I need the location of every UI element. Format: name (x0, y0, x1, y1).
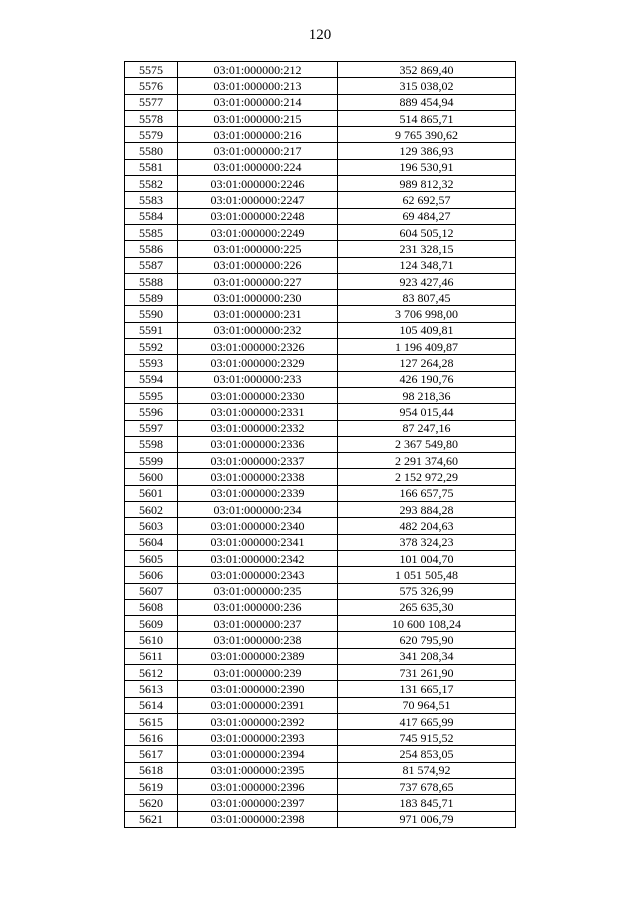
table-row (125, 762, 516, 778)
row-number-cell: 5602 (125, 502, 178, 518)
row-number-cell: 5590 (125, 306, 178, 322)
cadastral-number-cell: 03:01:000000:2247 (178, 192, 338, 208)
cadastral-number-cell: 03:01:000000:2393 (178, 730, 338, 746)
value-cell: 183 845,71 (338, 795, 516, 811)
row-number-cell: 5588 (125, 273, 178, 289)
row-number-cell: 5611 (125, 648, 178, 664)
cadastral-number-cell: 03:01:000000:2248 (178, 208, 338, 224)
value-cell: 131 665,17 (338, 681, 516, 697)
table-row (125, 127, 516, 143)
value-cell: 954 015,44 (338, 404, 516, 420)
row-number-cell: 5586 (125, 241, 178, 257)
table-row (125, 795, 516, 811)
value-cell: 341 208,34 (338, 648, 516, 664)
table-row (125, 143, 516, 159)
value-cell: 923 427,46 (338, 273, 516, 289)
row-number-cell: 5594 (125, 371, 178, 387)
value-cell: 731 261,90 (338, 664, 516, 680)
value-cell: 10 600 108,24 (338, 616, 516, 632)
cadastral-number-cell: 03:01:000000:227 (178, 273, 338, 289)
value-cell: 124 348,71 (338, 257, 516, 273)
row-number-cell: 5577 (125, 94, 178, 110)
row-number-cell: 5581 (125, 159, 178, 175)
row-number-cell: 5582 (125, 176, 178, 192)
value-cell: 604 505,12 (338, 224, 516, 240)
row-number-cell: 5616 (125, 730, 178, 746)
table-row (125, 420, 516, 436)
cadastral-number-cell: 03:01:000000:2337 (178, 453, 338, 469)
cadastral-number-cell: 03:01:000000:215 (178, 110, 338, 126)
value-cell: 737 678,65 (338, 779, 516, 795)
row-number-cell: 5606 (125, 567, 178, 583)
cadastral-number-cell: 03:01:000000:2330 (178, 387, 338, 403)
cadastral-number-cell: 03:01:000000:234 (178, 502, 338, 518)
row-number-cell: 5580 (125, 143, 178, 159)
row-number-cell: 5612 (125, 664, 178, 680)
value-cell: 482 204,63 (338, 518, 516, 534)
table-row (125, 599, 516, 615)
table-row (125, 453, 516, 469)
value-cell: 514 865,71 (338, 110, 516, 126)
value-cell: 745 915,52 (338, 730, 516, 746)
table-row (125, 224, 516, 240)
value-cell: 1 051 505,48 (338, 567, 516, 583)
table-row (125, 746, 516, 762)
table-row (125, 387, 516, 403)
cadastral-number-cell: 03:01:000000:2397 (178, 795, 338, 811)
row-number-cell: 5600 (125, 469, 178, 485)
value-cell: 575 326,99 (338, 583, 516, 599)
cadastral-number-cell: 03:01:000000:233 (178, 371, 338, 387)
row-number-cell: 5587 (125, 257, 178, 273)
table-row (125, 322, 516, 338)
table-row (125, 811, 516, 827)
cadastral-number-cell: 03:01:000000:2391 (178, 697, 338, 713)
row-number-cell: 5603 (125, 518, 178, 534)
table-row (125, 583, 516, 599)
cadastral-number-cell: 03:01:000000:2339 (178, 485, 338, 501)
row-number-cell: 5578 (125, 110, 178, 126)
cadastral-number-cell: 03:01:000000:2329 (178, 355, 338, 371)
row-number-cell: 5599 (125, 453, 178, 469)
table-row (125, 257, 516, 273)
value-cell: 2 152 972,29 (338, 469, 516, 485)
table-row (125, 192, 516, 208)
row-number-cell: 5576 (125, 78, 178, 94)
table-row (125, 110, 516, 126)
cadastral-number-cell: 03:01:000000:239 (178, 664, 338, 680)
table-row (125, 616, 516, 632)
table-row (125, 518, 516, 534)
value-cell: 889 454,94 (338, 94, 516, 110)
row-number-cell: 5605 (125, 550, 178, 566)
value-cell: 98 218,36 (338, 387, 516, 403)
row-number-cell: 5591 (125, 322, 178, 338)
cadastral-number-cell: 03:01:000000:2326 (178, 339, 338, 355)
cadastral-number-cell: 03:01:000000:236 (178, 599, 338, 615)
cadastral-number-cell: 03:01:000000:217 (178, 143, 338, 159)
table-row (125, 632, 516, 648)
value-cell: 70 964,51 (338, 697, 516, 713)
cadastral-number-cell: 03:01:000000:2332 (178, 420, 338, 436)
value-cell: 127 264,28 (338, 355, 516, 371)
value-cell: 196 530,91 (338, 159, 516, 175)
table-row (125, 664, 516, 680)
row-number-cell: 5597 (125, 420, 178, 436)
table-row (125, 485, 516, 501)
value-cell: 426 190,76 (338, 371, 516, 387)
cadastral-number-cell: 03:01:000000:2396 (178, 779, 338, 795)
cadastral-number-cell: 03:01:000000:2398 (178, 811, 338, 827)
row-number-cell: 5593 (125, 355, 178, 371)
row-number-cell: 5579 (125, 127, 178, 143)
cadastral-number-cell: 03:01:000000:2395 (178, 762, 338, 778)
value-cell: 254 853,05 (338, 746, 516, 762)
row-number-cell: 5613 (125, 681, 178, 697)
cadastral-number-cell: 03:01:000000:235 (178, 583, 338, 599)
cadastral-number-cell: 03:01:000000:237 (178, 616, 338, 632)
row-number-cell: 5598 (125, 436, 178, 452)
cadastral-number-cell: 03:01:000000:224 (178, 159, 338, 175)
row-number-cell: 5617 (125, 746, 178, 762)
value-cell: 105 409,81 (338, 322, 516, 338)
value-cell: 1 196 409,87 (338, 339, 516, 355)
table-row (125, 404, 516, 420)
table-body (125, 62, 516, 828)
value-cell: 101 004,70 (338, 550, 516, 566)
value-cell: 2 291 374,60 (338, 453, 516, 469)
table-row (125, 697, 516, 713)
row-number-cell: 5621 (125, 811, 178, 827)
cadastral-number-cell: 03:01:000000:225 (178, 241, 338, 257)
value-cell: 293 884,28 (338, 502, 516, 518)
value-cell: 62 692,57 (338, 192, 516, 208)
cadastral-number-cell: 03:01:000000:2341 (178, 534, 338, 550)
value-cell: 620 795,90 (338, 632, 516, 648)
cadastral-number-cell: 03:01:000000:2246 (178, 176, 338, 192)
cadastral-number-cell: 03:01:000000:2331 (178, 404, 338, 420)
cadastral-number-cell: 03:01:000000:2342 (178, 550, 338, 566)
row-number-cell: 5615 (125, 713, 178, 729)
value-cell: 315 038,02 (338, 78, 516, 94)
cadastral-number-cell: 03:01:000000:2392 (178, 713, 338, 729)
row-number-cell: 5585 (125, 224, 178, 240)
value-cell: 83 807,45 (338, 290, 516, 306)
value-cell: 265 635,30 (338, 599, 516, 615)
row-number-cell: 5592 (125, 339, 178, 355)
table-row (125, 436, 516, 452)
row-number-cell: 5608 (125, 599, 178, 615)
cadastral-number-cell: 03:01:000000:213 (178, 78, 338, 94)
value-cell: 81 574,92 (338, 762, 516, 778)
table-row (125, 306, 516, 322)
value-cell: 129 386,93 (338, 143, 516, 159)
table-row (125, 78, 516, 94)
cadastral-number-cell: 03:01:000000:216 (178, 127, 338, 143)
table-row (125, 648, 516, 664)
cadastral-number-cell: 03:01:000000:2343 (178, 567, 338, 583)
row-number-cell: 5583 (125, 192, 178, 208)
row-number-cell: 5589 (125, 290, 178, 306)
value-cell: 231 328,15 (338, 241, 516, 257)
row-number-cell: 5601 (125, 485, 178, 501)
table-row (125, 502, 516, 518)
table-row (125, 469, 516, 485)
cadastral-number-cell: 03:01:000000:2390 (178, 681, 338, 697)
row-number-cell: 5618 (125, 762, 178, 778)
cadastral-number-cell: 03:01:000000:238 (178, 632, 338, 648)
row-number-cell: 5610 (125, 632, 178, 648)
value-cell: 971 006,79 (338, 811, 516, 827)
table-row (125, 355, 516, 371)
cadastral-number-cell: 03:01:000000:231 (178, 306, 338, 322)
value-cell: 2 367 549,80 (338, 436, 516, 452)
row-number-cell: 5619 (125, 779, 178, 795)
cadastral-number-cell: 03:01:000000:232 (178, 322, 338, 338)
value-cell: 989 812,32 (338, 176, 516, 192)
table-row (125, 779, 516, 795)
value-cell: 69 484,27 (338, 208, 516, 224)
row-number-cell: 5609 (125, 616, 178, 632)
cadastral-number-cell: 03:01:000000:226 (178, 257, 338, 273)
table-row (125, 290, 516, 306)
cadastral-number-cell: 03:01:000000:230 (178, 290, 338, 306)
row-number-cell: 5614 (125, 697, 178, 713)
cadastral-number-cell: 03:01:000000:2249 (178, 224, 338, 240)
cadastral-number-cell: 03:01:000000:2389 (178, 648, 338, 664)
row-number-cell: 5584 (125, 208, 178, 224)
table-row (125, 241, 516, 257)
value-cell: 9 765 390,62 (338, 127, 516, 143)
table-row (125, 550, 516, 566)
table-row (125, 681, 516, 697)
value-cell: 352 869,40 (338, 62, 516, 78)
table-row (125, 339, 516, 355)
table-row (125, 208, 516, 224)
value-cell: 417 665,99 (338, 713, 516, 729)
table-row (125, 534, 516, 550)
value-cell: 87 247,16 (338, 420, 516, 436)
value-cell: 166 657,75 (338, 485, 516, 501)
value-cell: 3 706 998,00 (338, 306, 516, 322)
cadastral-number-cell: 03:01:000000:214 (178, 94, 338, 110)
row-number-cell: 5595 (125, 387, 178, 403)
cadastral-number-cell: 03:01:000000:2340 (178, 518, 338, 534)
table-row (125, 273, 516, 289)
table-row (125, 159, 516, 175)
row-number-cell: 5596 (125, 404, 178, 420)
cadastral-number-cell: 03:01:000000:212 (178, 62, 338, 78)
row-number-cell: 5604 (125, 534, 178, 550)
cadastral-number-cell: 03:01:000000:2336 (178, 436, 338, 452)
cadastral-number-cell: 03:01:000000:2338 (178, 469, 338, 485)
page-number: 120 (308, 27, 332, 43)
row-number-cell: 5620 (125, 795, 178, 811)
table-row (125, 713, 516, 729)
row-number-cell: 5575 (125, 62, 178, 78)
table-row (125, 62, 516, 78)
row-number-cell: 5607 (125, 583, 178, 599)
table-row (125, 567, 516, 583)
table-row (125, 176, 516, 192)
table-row (125, 94, 516, 110)
cadastral-number-cell: 03:01:000000:2394 (178, 746, 338, 762)
table-row (125, 371, 516, 387)
value-cell: 378 324,23 (338, 534, 516, 550)
cadastral-value-table (124, 61, 516, 828)
table-row (125, 730, 516, 746)
